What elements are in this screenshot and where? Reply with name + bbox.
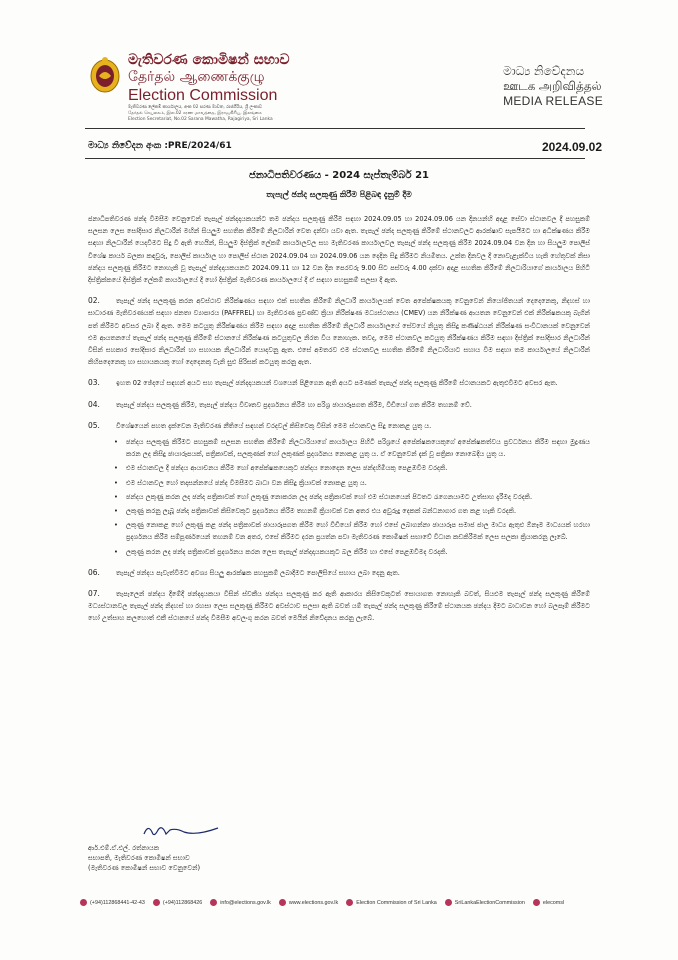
paragraph-text: තැපැල් ඡන්දය සලකුණු කිරීම, තැපැල් ඡන්දය විවෘතව ප්‍රදර්ශනය කිරීම හා පරිශ්‍ර ඡායාරූපගත කිරීම, වීඩියෝ ගත කිරීම තහනම් වේ.	[116, 400, 472, 409]
document-title: ජනාධිපතිවරණය - 2024 සැප්තැම්බර් 21	[249, 170, 429, 181]
list-item: • ඡන්දය සලකුණු කිරීමට පහසුකම් සලසන සහතික කිරීමේ නිලධාරියාගේ කාර්යාලය පිහිටි පරිශ්‍රයේ අපේක්ෂකයෙකුගේ අපේක්ෂකත්වය ප්‍රවර්ධනය කිරීම සඳහා මුද්‍රණය කරන ලද කිසිදු ඡායාරූපයක්, පත්‍රිකාවක්, සලකුණක් හෝ ලකුණක් ප්‍රදර්ශනය නොකළ යුතු ය. ඒ වෙනුවෙන් දැක් වූ පත්‍රිකා නොබෙදිය යුතු ය.	[126, 436, 590, 460]
facebook-page: Election Commission of Sri Lanka	[356, 899, 437, 906]
website-url: www.elections.gov.lk	[288, 899, 339, 906]
phone-number: (+94)112868441-42-43	[90, 899, 145, 906]
release-label-sinhala: මාධ්‍ය නිවේදනය	[503, 64, 585, 78]
org-name-tamil: தேர்தல் ஆணைக்குழு	[128, 69, 265, 85]
signatory-title: සභාපති, මැතිවරණ කොමිෂන් සභාව	[88, 854, 190, 862]
reference-number: මාධ්‍ය නිවේදන අංක :PRE/2024/61	[88, 141, 232, 151]
contact-footer	[80, 899, 600, 906]
paragraph-7	[88, 588, 590, 625]
paragraph-4	[88, 399, 590, 411]
fax-icon	[153, 899, 160, 906]
paragraph-number: 06.	[88, 567, 100, 577]
list-item: • එම ස්ථානවල හෝ තදාසන්නයේ ඡන්ද විමසීමට බාධා වන කිසිදු ක්‍රියාවක් නොකළ යුතු ය.	[126, 477, 590, 489]
release-label	[503, 64, 603, 109]
offence-list	[88, 436, 590, 558]
paragraph-number: 07.	[88, 589, 100, 599]
paragraph-text: තැපැල් ඡන්දය පැවැත්වීමට අවශ්‍ය සියලු ආරක්ෂක පහසුකම් ලබාදීමට පොලිසියේ සහාය ලබා දෙනු ඇත.	[116, 568, 400, 577]
document-subtitle: තැපැල් ඡන්ද සලකුණු කිරීම පිළිබඳ දැනුම් දීම	[266, 190, 412, 199]
ref-divider	[85, 158, 585, 159]
document-body	[88, 213, 590, 634]
email-icon	[210, 899, 217, 906]
social-icon	[533, 899, 540, 906]
paragraph-text: ඉහත 02 ඡේදයේ සඳහන් අයට සහ තැපැල් ඡන්දදායකයන් වශයෙන් පිළිගෙන ඇති අයට පමණක් තැපැල් ඡන්ද සලකුණු කිරීමේ ස්ථානයකට ඇතුළුවීමට අවසර ඇත.	[116, 379, 558, 388]
org-name-english: Election Commission	[128, 87, 278, 104]
fax-number: (+94)112868426	[162, 899, 203, 906]
paragraph-text: විශේෂයෙන් පහත දැක්වෙන මැතිවරණ නීතියේ සඳහන් වරදවල් කිසිවෙකු විසින් මෙම ස්ථානවල සිදු නොකළ යුතු ය.	[116, 421, 432, 430]
twitter-icon	[445, 899, 452, 906]
list-item: • ලකුණු කරනු ලැබූ ඡන්ද පත්‍රිකාවක් කිසිවෙකුට ප්‍රදර්ශනය කිරීම තහනම් ක්‍රියාවක් වන අතර එය අවුරුදු දෙකක් බන්ධනාගාර ගත කළ හැකි වරදකි.	[126, 505, 590, 517]
facebook-icon	[346, 899, 353, 906]
paragraph-number: 05.	[88, 420, 100, 430]
list-item: • එම ස්ථානවල දී ඡන්දය ආයාචනය කිරීම හෝ අපේක්ෂකයෙකුට ඡන්දය නොදෙන ලෙස ඡන්දහිමියකු පෙළඹවීම වරදකි.	[126, 462, 590, 474]
list-item: • ඡන්දය ලකුණු කරන ලද ඡන්ද පත්‍රිකාවක් හෝ ලකුණු නොකරන ලද ඡන්ද පත්‍රිකාවක් හෝ එම ස්ථානයෙන් පිටතට රැගෙනයාමට උත්සාහ දැරීමද වරදකි.	[126, 491, 590, 503]
organization-name	[128, 52, 328, 123]
footer-facebook[interactable]	[346, 899, 437, 906]
signatory-capacity: (මැතිවරණ කොමිෂන් සභාව වෙනුවෙන්)	[88, 864, 201, 872]
signatory-block	[88, 843, 200, 873]
email-address: info@elections.gov.lk	[220, 899, 271, 906]
paragraph-5	[88, 420, 590, 432]
list-item: • ලකුණු නොකළ හෝ ලකුණු කළ ඡන්ද පත්‍රිකාවක් ඡායාරූපගත කිරීම හෝ වීඩියෝ කිරීම හෝ එසේ ලබාගන්නා ඡායාරූප සමාජ ජාල මාධ්‍ය ඇතුළු ඕනෑම මාධ්‍යයක් හරහා ප්‍රදර්ශනය කිරීම සම්පූර්ණයෙන් තහනම් වන අතර, එසේ කිරීමට දරන ප්‍රයත්න පවා මැතිවරණ කොමිෂන් සභාවේ විධාන කඩකිරීමක් ලෙස සලකා ක්‍රියාකරනු ලැබේ.	[126, 519, 590, 543]
paragraph-2	[88, 295, 590, 368]
header-divider	[85, 128, 585, 129]
list-item: • ලකුණු කරන ලද ඡන්ද පත්‍රිකාවක් ප්‍රදර්ශනය කරන ලෙස තැපැල් ඡන්දදායකයකුට බල කිරීම හා එසේ පෙළඹවීමද වරදකි.	[126, 546, 590, 558]
social-handle: elecomsl	[542, 899, 565, 906]
signature	[140, 820, 220, 842]
paragraph-number: 02.	[88, 296, 100, 306]
globe-icon	[279, 899, 286, 906]
footer-twitter[interactable]	[445, 899, 525, 906]
address-sinhala: මැතිවරණ ලේකම් කාර්යාලය, අංක 02 සරණ මාවත, රාජගිරිය, ශ්‍රී ලංකාව	[128, 105, 263, 110]
paragraph-text: තැපැල් ඡන්ද සලකුණු කරන අවස්ථාව නිරීක්ෂණය සඳහා එක් සහතික කිරීමේ නිලධාරී කාර්යාලයක් වෙත අපේක්ෂකයකු වෙනුවෙන් නියෝජිතයන් දෙදෙනෙකු, නිදහස් හා සාධාරණ මැතිවරණයක් සඳහා ජනතා ව්‍යාපාරය (PAFFREL) හා මැතිවරණ ප්‍රචණ්ඩ ක්‍රියා නිරීක්ෂණ මධ්‍යස්ථානය (CMEV) යන නිරීක්ෂණ ආයතන වෙනුවෙන් එක් නිරීක්ෂකයකු බැගින් පත් කිරීමට අවසර ලබා දී ඇත. මෙම කටයුතු නිරීක්ෂණය කිරීම සඳහා අදාළ සහතික කිරීමේ නිලධාරී කාර්යාලයේ සේවයේ නියුතු කිසිදු කණිෂ්ඨයන් නිරීක්ෂණ සංවිධානයක් වෙනුවෙන් එම ආයතනයේ තැපැල් ඡන්ද සලකුණු කිරීමේ ස්ථානයේ නිරීක්ෂණ කටයුතුවල නිරත විය නොහැක. තවද, මෙම ස්ථානවල කටයුතු නිරීක්ෂණය කිරීම සඳහා දිස්ත්‍රික් සෝදිසාර නිලධාරීන් විසින් සහකාර සෝදිසාර නිලධාරීන් හා සහායක නිලධාරීන් යොදවනු ඇත. එසේ අමතරව එම ස්ථානවල සහතික කිරීමේ නිලධාරියාට සහාය වීම සඳහා තම කාර්යාලයේ නිලධාරීන් කිහිපදෙනෙකු හා සහායකයකු හෝ දෙදෙනකු වැනි සුළු පිරිසක් කටයුතු කරනු ඇත.	[88, 297, 590, 367]
release-date: 2024.09.02	[541, 140, 602, 154]
paragraph-3	[88, 377, 590, 389]
address-tamil: தேர்தல் செயலகம், இல.02 சரண மாவத்தை, இராஜகிரிய, இலங்கை	[128, 111, 262, 116]
signatory-name: ආර්.එම්.ඒ.එල්. රත්නායක	[88, 844, 160, 852]
paragraph-number: 03.	[88, 378, 100, 388]
phone-icon	[80, 899, 87, 906]
org-name-sinhala: මැතිවරණ කොමිෂන් සභාව	[128, 52, 290, 68]
footer-phone[interactable]	[80, 899, 145, 906]
paragraph-text: තැපැලෙන් ඡන්දය දීමේදී ඡන්දදායකයා විසින් ස්වකීය ඡන්දය සලකුණු කර ඇති ආකාරය කිසිවෙකුටත් සොයාගත නොහැකි බවත්, සියළුම තැපැල් ඡන්ද සලකුණු කිරීමේ මධ්‍යස්ථානවල තැපැල් ඡන්ද නිදහස් හා රහසා ලෙස සලකුණු කිරීමට අවස්ථාව සලසා ඇති බවත් යම් තැපැල් ඡන්ද සලකුණු කිරීමේ ස්ථානයක ඡන්දය දීමට බාධාවන හෝ බලපෑම් කිරීමට හෝ උත්සාහ කලහොත් එකී ස්ථානයේ ඡන්ද විමසීම අවලංගු කරන බවත් මෙයින් නිවේදනය කරනු ලැබේ.	[88, 590, 590, 623]
twitter-handle: SriLankaElectionCommission	[454, 899, 525, 906]
paragraph-1: ජනාධිපතිවරණ ඡන්ද විමසීම වෙනුවෙන් තැපැල් ඡන්දදායකයන්ට තම ඡන්දය සලකුණු කිරීම සඳහා 2024.09.05 හා 2024.09.06 යන දිනයන්හි අදාළ සේවා ස්ථානවල දී පහසුකම් සලසන ලෙස සෝදිසාර නිලධාරීන් මඟින් සියලුම සහතික කිරීමේ නිලධාරීන් වෙත දන්වා යවා ඇත. තැපැල් ඡන්ද සලකුණු කිරීමේ ස්ථානවලට ආරක්ෂාව සැපයීමට හා අධීක්ෂණය කිරීම සඳහා නිලධාරීන් යෙදවීමට සිදු වී ඇති හෙයින්, සියලුම දිස්ත්‍රික් ලේකම් කාර්යාලවල සහ මැතිවරණ කාර්යාලවල තැපැල් ඡන්ද සලකුණු කිරීම 2024.09.04 වන දින හා සියලුම පොලිස් විශේෂ කාර්ය බලකා කඳවුරු, පොලිස් කාර්යාල හා පොලිස් ස්ථාන 2024.09.04 හා 2024.09.06 යන දෙදින සිදු කිරීමට නියමිතය. උක්ත දිනවල දී නොවැළැක්විය හැකි හේතුවක් නිසා ඡන්දය සලකුණු කිරීමට නොහැකි වූ තැපැල් ඡන්දදායකයනට 2024.09.11 හා 12 වන දින පෙරවරු 9.00 සිට පස්වරු 4.00 දක්වා අදාළ සහතික කිරීමේ නිලධාරියාගේ කාර්යාලය පිහිටි දිස්ත්‍රික්කයේ දිස්ත්‍රික් ලේකම් කාර්යාලයේ දී හෝ දිස්ත්‍රික් මැතිවරණ කාර්යාලයේ දී ඒ සඳහා පහසුකම් සලසා දී ඇත.	[88, 215, 590, 285]
paragraph-number: 04.	[88, 399, 100, 409]
footer-email[interactable]	[210, 899, 271, 906]
address-english: Election Secretariat, No.02 Sarana Mawatha, Rajagiriya, Sri Lanka	[128, 117, 273, 122]
paragraph-6	[88, 567, 590, 579]
sri-lanka-emblem-icon	[88, 54, 122, 94]
footer-fax[interactable]	[153, 899, 202, 906]
footer-website[interactable]	[279, 899, 338, 906]
release-label-tamil: ஊடக அறிவித்தல்	[503, 79, 602, 93]
release-label-english: MEDIA RELEASE	[503, 94, 603, 108]
footer-social[interactable]	[533, 899, 564, 906]
